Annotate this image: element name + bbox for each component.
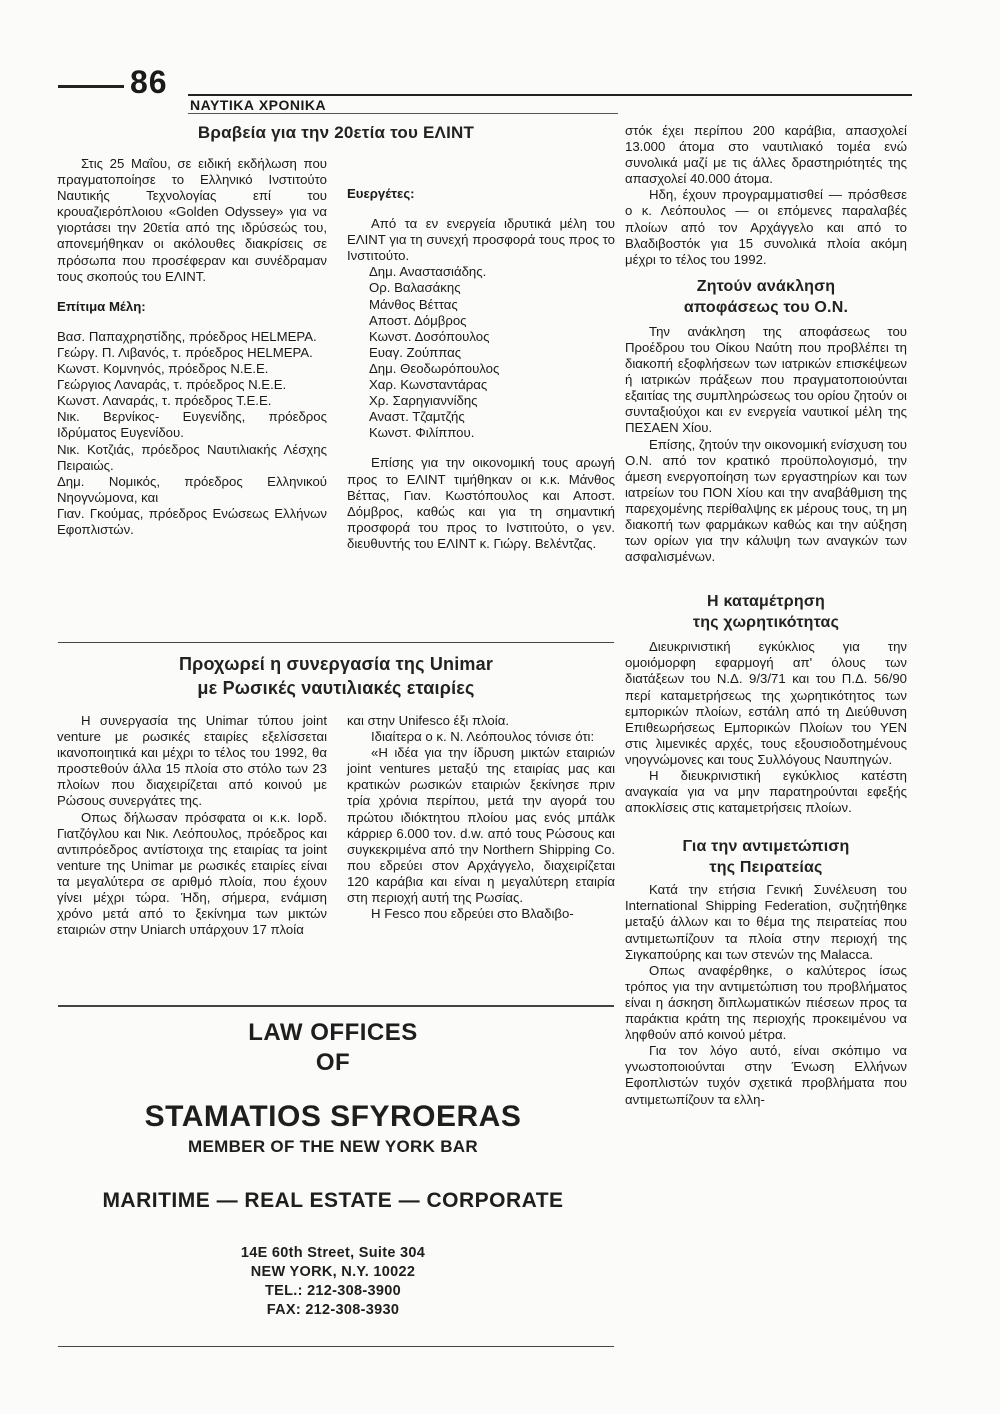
- article5-paragraph: Κατά την ετήσια Γενική Συνέλευση του International Shipping Federation, συζητήθηκε μεταξύ άλλων και το θέμα της πειρατείας που αντιμετωπίζουν τα πλοία στην περιοχή της Σιγκαπούρης και των στενών της Malacca.: [625, 882, 907, 962]
- article2-continuation: Ηδη, έχουν προγραμματισθεί — πρόσθεσε ο κ. Λεόπουλος — οι επόμενες παραλαβές πλοίων από τον Αρχάγγελο και από το Βλαδιβοστόκ για 15 συνολικά πλοία ακόμη μέχρι το τέλος του 1992.: [625, 187, 907, 267]
- benefactor: Μάνθος Βέττας: [369, 296, 458, 312]
- article2-title-line1: Προχωρεί η συνεργασία της Unimar: [178, 654, 494, 674]
- honorary-member: Κωνστ. Κομνηνός, πρόεδρος Ν.Ε.Ε.: [57, 361, 269, 377]
- header-rule-left: [58, 85, 124, 88]
- article1-column-right: [347, 172, 615, 552]
- article2-paragraph: Η Fesco που εδρεύει στο Βλαδιβο-: [371, 906, 574, 922]
- article1-closing: Επίσης για την οικονομική τους αρωγή προς το ΕΛΙΝΤ τιμήθηκαν οι κ.κ. Μάνθος Βέττας, Γιαν. Κωστόπουλος και Αποστ. Δόμβρος, καθώς και για τη σημαντική προσφορά του προς το Ινστιτούτο, ο γεν. διευθυντής του ΕΛΙΝΤ κ. Γιώργ. Βελέντζας.: [347, 455, 615, 551]
- advert-telephone: TEL.: 212-308-3900: [265, 1283, 401, 1299]
- benefactor: Κωνστ. Δοσόπουλος: [369, 328, 490, 344]
- advert-bottom-rule: [58, 1346, 614, 1347]
- advert-line-of: OF: [315, 1049, 351, 1076]
- honorary-member: Δημ. Νομικός, πρόεδρος Ελληνικού Νηογνώμονα, και: [57, 473, 327, 505]
- benefactor: Αποστ. Δόμβρος: [369, 312, 467, 328]
- article2-column-left: [57, 713, 327, 938]
- article2-title-line2: με Ρωσικές ναυτιλιακές εταιρίες: [197, 678, 475, 698]
- article2-paragraph: Η συνεργασία της Unimar τύπου joint venture με ρωσικές εταιρίες εξελίσσεται ικανοποιητικά και μέχρι το τέλος του 1992, θα προστεθούν άλλα 15 πλοία στο στόλο των 23 πλοίων που διαχειρίζεται από κοινού με Ρώσους συνεργάτες της.: [57, 713, 327, 809]
- advert-address-city: NEW YORK, N.Y. 10022: [250, 1264, 416, 1280]
- honorary-member: Κωνστ. Λαναράς, τ. πρόεδρος Τ.Ε.Ε.: [57, 393, 272, 409]
- article2-title: [60, 652, 612, 700]
- advert-fax: FAX: 212-308-3930: [266, 1302, 400, 1318]
- article2-continuation: στόκ έχει περίπου 200 καράβια, απασχολεί 13.000 άτομα στο ναυτιλιακό τομέα ενώ συνολικά μαζί με τις άλλες δραστηριότητές της απασχολεί 40.000 άτομα.: [625, 123, 907, 187]
- article5-title-line1: Για την αντιμετώπιση: [682, 838, 850, 856]
- benefactor: Αναστ. Τζαμτζής: [369, 409, 465, 425]
- article3-title-line2: αποφάσεως του Ο.Ν.: [683, 298, 849, 316]
- article4-paragraph: Διευκρινιστική εγκύκλιος για την ομοιόμορφη εφαρμογή απ' όλους των διατάξεων του Ν.Δ. 9/3/71 και του Π.Δ. 56/90 περί καταμετρήσεως της χωρητικότητος των εμπορικών πλοίων, εστάλη από τη Διεύθυνση Επιθεωρήσεως Εμπορικών Πλοίων του ΥΕΝ στις λιμενικές αρχές, τους εξουσιοδοτημένους νηογνώμονες και τους Συλλόγους Ναυπηγών.: [625, 639, 907, 767]
- article2-paragraph: και στην Unifesco έξι πλοία.: [347, 713, 509, 728]
- article1-intro: Στις 25 Μαΐου, σε ειδική εκδήλωση που πραγματοποίησε το Ελληνικό Ινστιτούτο Ναυτικής Τεχνολογίας επί του κρουαζιερόπλοιου «Golden Odyssey» για να γιορτάσει την 20ετία από της ιδρύσεώς του, απονεμήθηκαν οι ακόλουθες διακρίσεις σε πρόσωπα που προσέφεραν και συνέδραμαν τους σκοπούς του ΕΛΙΝΤ.: [57, 156, 327, 284]
- benefactor: Ορ. Βαλασάκης: [369, 280, 461, 296]
- article4-title-line2: της χωρητικότητας: [692, 614, 840, 632]
- honorary-members-label: Επίτιμα Μέλη:: [57, 298, 146, 314]
- article3-title: [625, 276, 907, 318]
- advert-membership: MEMBER OF THE NEW YORK BAR: [188, 1137, 478, 1156]
- honorary-member: Νικ. Βερνίκος- Ευγενίδης, πρόεδρος Ιδρύματος Ευγενίδου.: [57, 409, 327, 441]
- benefactors-list: [347, 264, 615, 441]
- benefactors-intro: Από τα εν ενεργεία ιδρυτικά μέλη του ΕΛΙΝΤ για τη συνεχή προσφορά τους προς το Ινστιτούτο.: [347, 216, 615, 264]
- law-offices-advert: [60, 1018, 606, 1320]
- article2-column-right: [347, 713, 615, 922]
- benefactor: Χαρ. Κωνσταντάρας: [369, 377, 488, 393]
- advert-firm-name: STAMATIOS SFYROERAS: [144, 1100, 522, 1133]
- article3-paragraph: Την ανάκληση της αποφάσεως του Προέδρου του Οίκου Ναύτη που προβλέπει τη διακοπή εξοφλήσεων των ιατρικών επισκέψεων ή ιατρικών πράξεων που πραγματοποιούνται εξαιτίας της συμπληρώσεως του ορίου ζητούν οι συνταξιούχοι και εν ενεργεία ναυτικοί μέλη της ΠΕΣΑΕΝ Χίου.: [625, 323, 907, 436]
- article4-title: [625, 591, 907, 633]
- article1-title: Βραβεία για την 20ετία του ΕΛΙΝΤ: [197, 123, 475, 142]
- honorary-member: Βασ. Παπαχρηστίδης, πρόεδρος HELMEPA.: [57, 328, 317, 344]
- header-rule-bottom: [188, 113, 618, 114]
- article5-paragraph: Για τον λόγο αυτό, είναι σκόπιμο να γνωστοποιούνται στην Ένωση Ελλήνων Εφοπλιστών τυχόν σχετικά προβλήματα που αντιμετωπίζουν τα ελλη-: [625, 1043, 907, 1107]
- article5-title-line2: της Πειρατείας: [709, 859, 823, 877]
- right-column: [625, 123, 907, 1108]
- article2-paragraph: Οπως δήλωσαν πρόσφατα οι κ.κ. Ιορδ. Γιατζόγλου και Νικ. Λεόπουλος, πρόεδρος και αντιπρόεδρος αντίστοιχα της εταιρίας τα joint venture της Unimar με ρωσικές εταιρίες είναι τα μεγαλύτερα σε αριθμό πλοία, που έχουν γίνει μέχρι τώρα. Ήδη, σήμερα, ενάμιση χρόνο μετά από το ξεκίνημα των μικτών εταιριών στην Uniarch υπάρχουν 17 πλοία: [57, 809, 327, 938]
- page-number: 86: [130, 64, 168, 100]
- honorary-member: Γεώργ. Π. Λιβανός, τ. πρόεδρος HELMEPA.: [57, 344, 313, 360]
- benefactor: Δημ. Αναστασιάδης.: [369, 264, 487, 280]
- publication-name: ΝΑΥΤΙΚΑ ΧΡΟΝΙΚΑ: [190, 97, 327, 113]
- article3-paragraph: Επίσης, ζητούν την οικονομική ενίσχυση του Ο.Ν. από τον κρατικό προϋπολογισμό, την άμεση ενεργοποίηση των εργαστηρίων και των ιατρείων του ΠΟΝ Χίου και την αναβάθμιση της παρεχομένης περίθαλψης εκ μέρους τους, τη μη διακοπή των φαρμάκων καθώς και την αύξηση των ορίων για την κάλυψη των αναγκών των ασφαλισμένων.: [625, 436, 907, 565]
- honorary-member: Νικ. Κοτζιάς, πρόεδρος Ναυτιλιακής Λέσχης Πειραιώς.: [57, 441, 327, 473]
- article4-title-line1: Η καταμέτρηση: [707, 593, 825, 611]
- advert-line-law-offices: LAW OFFICES: [248, 1019, 418, 1046]
- advert-practice-areas: MARITIME — REAL ESTATE — CORPORATE: [102, 1189, 564, 1212]
- honorary-member: Γιαν. Γκούμας, πρόεδρος Ενώσεως Ελλήνων Εφοπλιστών.: [57, 505, 327, 537]
- article4-paragraph: Η διευκρινιστική εγκύκλιος κατέστη αναγκαία για να μην παρατηρούνται εφεξής αποκλίσεις στις καταμετρήσεις πλοίων.: [625, 768, 907, 816]
- benefactor: Χρ. Σαρηγιαννίδης: [369, 393, 478, 409]
- advert-top-rule: [58, 1005, 614, 1007]
- article2-quote: «Η ιδέα για την ίδρυση μικτών εταιριών joint ventures μεταξύ της εταιρίας μας και κρατικών ρωσικών εταιριών ξεκίνησε πριν τρία χρόνια περίπου, μετά την αγορά του πρώτου ιδιόκτητου πλοίου μας ενός μπάλκ κάρριερ 6.000 τον. d.w. από τους Ρώσους και συγκεκριμένα από την Northern Shipping Co. που εδρεύει στον Αρχάγγελο, διαχειρίζεται 120 καράβια και είναι η μεγαλύτερη εταιρία στη περιοχή αυτή της Ρωσίας.: [347, 745, 615, 906]
- benefactor: Δημ. Θεοδωρόπουλος: [369, 360, 500, 376]
- benefactors-label: Ευεργέτες:: [347, 186, 415, 201]
- article1-column-left: [57, 156, 327, 538]
- advert-address-street: 14E 60th Street, Suite 304: [240, 1245, 426, 1261]
- article5-title: [625, 836, 907, 878]
- benefactor: Ευαγ. Ζούππας: [369, 344, 462, 360]
- article2-paragraph: Ιδιαίτερα ο κ. Ν. Λεόπουλος τόνισε ότι:: [371, 729, 595, 745]
- article3-title-line1: Ζητούν ανάκληση: [696, 277, 836, 295]
- article1-bottom-rule: [58, 642, 614, 643]
- article5-paragraph: Οπως αναφέρθηκε, ο καλύτερος ίσως τρόπος για την αντιμετώπιση του προβλήματος είναι η άσκηση διπλωματικών πιέσεων προς τα παράκτια κράτη της περιοχής προκειμένου να ληφθούν από κοινού μέτρα.: [625, 962, 907, 1043]
- benefactor: Κωνστ. Φιλίππου.: [369, 425, 475, 441]
- honorary-member: Γεώργιος Λαναράς, τ. πρόεδρος Ν.Ε.Ε.: [57, 377, 287, 393]
